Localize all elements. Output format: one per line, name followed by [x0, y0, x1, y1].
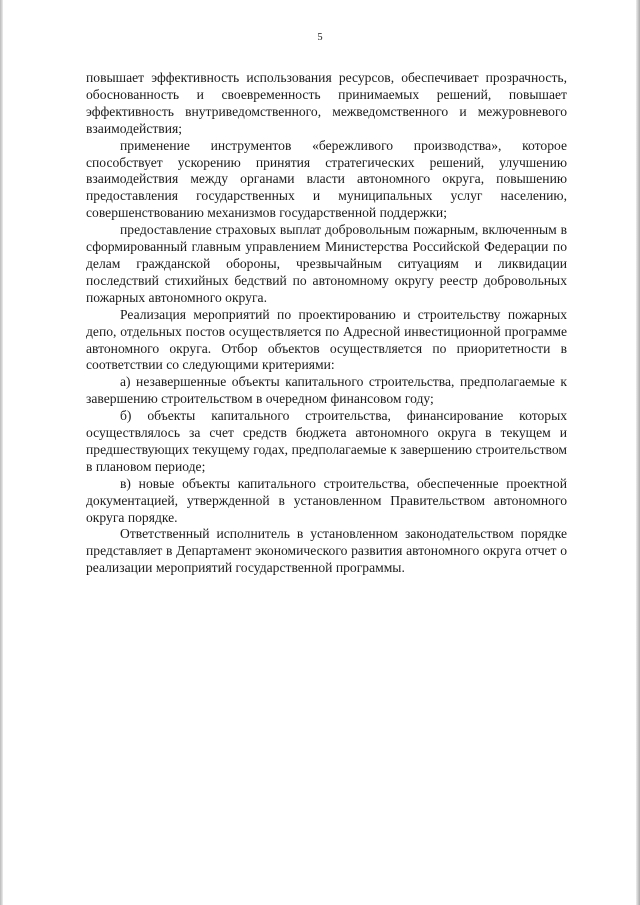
paragraph-final: Ответственный исполнитель в установленном законодательством порядке представляет в Департамент экономического развития автономного округа отчет о реализации мероприятий государственной программы.: [86, 526, 567, 576]
criterion-b: б) объекты капитального строительства, финансирование которых осуществлялось за счет средств бюджета автономного округа в текущем и предшествующих текущему годах, предполагаемые к завершению строительством в плановом периоде;: [86, 408, 567, 474]
paragraph-4: Реализация мероприятий по проектированию и строительству пожарных депо, отдельных постов осуществляется по Адресной инвестиционной программе автономного округа. Отбор объектов осуществляется по приоритетности в соответствии со следующими критериями:: [86, 306, 567, 373]
scan-edge-right: [636, 0, 640, 905]
document-body: [86, 70, 567, 577]
criterion-a: а) незавершенные объекты капитального строительства, предполагаемые к завершению строительством в очередном финансовом году;: [86, 374, 567, 407]
paragraph-3: предоставление страховых выплат добровольным пожарным, включенным в сформированный главным управлением Министерства Российской Федерации по делам гражданской обороны, чрезвычайным ситуациям и ликвидации последствий стихийных бедствий по автономному округу реестр добровольных пожарных автономного округа.: [86, 222, 567, 305]
paragraph-1: повышает эффективность использования ресурсов, обеспечивает прозрачность, обоснованность и своевременность принимаемых решений, повышает эффективность внутриведомственного, межведомственного и межуровневого взаимодействия;: [86, 70, 567, 136]
paragraph-2: применение инструментов «бережливого производства», которое способствует ускорению принятия стратегических решений, улучшению взаимодействия между органами власти автономного округа, повышению предоставления государственных и муниципальных услуг населению, совершенствованию механизмов государственной поддержки;: [86, 137, 567, 221]
criterion-c: в) новые объекты капитального строительства, обеспеченные проектной документацией, утвержденной в установленном Правительством автономного округа порядке.: [86, 475, 567, 525]
scan-edge-left: [0, 0, 3, 905]
page-number: 5: [317, 32, 323, 43]
